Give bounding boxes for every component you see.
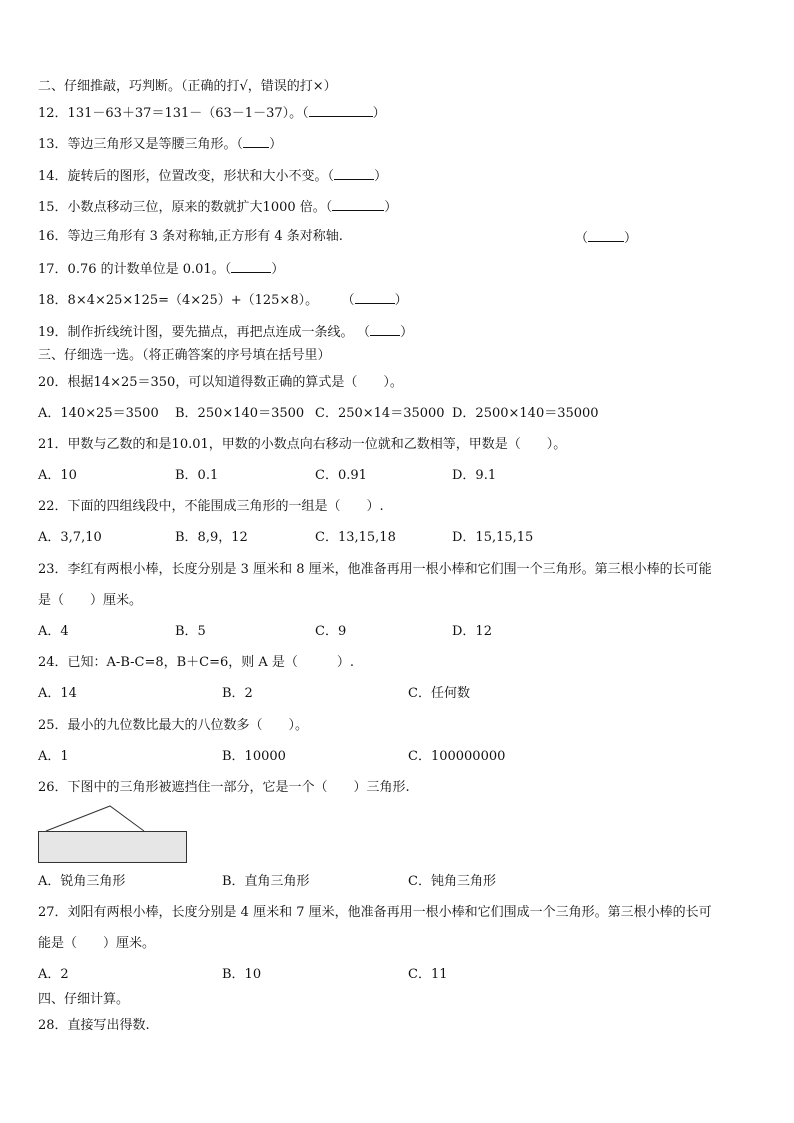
option-b[interactable]: B．10 <box>222 967 262 982</box>
question-13 <box>38 136 282 151</box>
question-19 <box>38 324 413 339</box>
options-22 <box>38 531 758 547</box>
question-text: 17．0.76 的计数单位是 0.01。 <box>38 262 225 277</box>
option-c[interactable]: C．0.91 <box>315 468 367 483</box>
section-heading-2: 二、仔细推敲，巧判断。（正确的打√，错误的打×） <box>38 79 337 94</box>
option-b[interactable]: B．10000 <box>222 749 286 764</box>
option-c[interactable]: C．任何数 <box>408 686 470 701</box>
option-c[interactable]: C．钝角三角形 <box>408 874 496 889</box>
option-c[interactable]: C．100000000 <box>408 749 506 764</box>
option-c[interactable]: C．11 <box>408 967 448 982</box>
answer-blank[interactable]: （ ） <box>327 169 388 184</box>
question-16 <box>38 230 343 243</box>
options-21 <box>38 469 758 485</box>
option-b[interactable]: B．0.1 <box>175 468 219 483</box>
answer-blank[interactable]: （ ） <box>575 231 638 246</box>
option-b[interactable]: B．直角三角形 <box>222 874 310 889</box>
options-20 <box>38 407 758 423</box>
question-22: 22．下面的四组线段中，不能围成三角形的一组是（ ）. <box>38 499 384 514</box>
option-a[interactable]: A．10 <box>38 468 77 483</box>
options-26 <box>38 875 758 891</box>
triangle-top <box>46 806 144 831</box>
options-25 <box>38 750 758 766</box>
option-c[interactable]: C．9 <box>315 624 347 639</box>
answer-blank[interactable]: （ ） <box>325 200 398 215</box>
option-d[interactable]: D．9.1 <box>452 468 497 483</box>
question-12 <box>38 105 386 120</box>
options-27 <box>38 968 758 984</box>
section-heading-3: 三、仔细选一选。（将正确答案的序号填在括号里） <box>38 348 331 363</box>
question-text: 13．等边三角形又是等腰三角形。 <box>38 137 237 152</box>
question-26: 26．下图中的三角形被遮挡住一部分，它是一个（ ）三角形. <box>38 780 410 795</box>
option-d[interactable]: D．12 <box>452 624 492 639</box>
question-15 <box>38 199 397 214</box>
option-b[interactable]: B．2 <box>222 686 253 701</box>
option-d[interactable]: D．15,15,15 <box>452 530 534 545</box>
option-a[interactable]: A．2 <box>38 967 69 982</box>
option-b[interactable]: B．250×140＝3500 <box>175 406 305 421</box>
answer-blank[interactable]: （ ） <box>236 137 283 152</box>
question-24: 24．已知：A-B-C=8，B＋C=6，则 A 是（ ）. <box>38 655 355 670</box>
option-d[interactable]: D．2500×140＝35000 <box>452 406 599 421</box>
options-24 <box>38 687 758 703</box>
option-a[interactable]: A．4 <box>38 624 69 639</box>
option-a[interactable]: A．14 <box>38 686 77 701</box>
hidden-triangle-figure <box>38 803 188 865</box>
option-a[interactable]: A．1 <box>38 749 69 764</box>
answer-blank[interactable]: （ ） <box>302 106 386 121</box>
answer-blank[interactable]: （ ） <box>363 325 414 340</box>
section-heading-4: 四、仔细计算。 <box>38 992 130 1007</box>
question-27: 27．刘阳有两根小棒，长度分别是 4 厘米和 7 厘米，他准备再用一根小棒和它们围成一个三角形。第三根小棒的长可 <box>38 905 712 920</box>
question-18 <box>38 292 408 307</box>
option-c[interactable]: C．250×14＝35000 <box>315 406 445 421</box>
question-27-continued: 能是（ ）厘米。 <box>38 936 156 951</box>
answer-blank[interactable]: （ ） <box>348 293 408 308</box>
question-text: 16．等边三角形有 3 条对称轴,正方形有 4 条对称轴. <box>38 229 343 244</box>
question-23: 23．李红有两根小棒，长度分别是 3 厘米和 8 厘米，他准备再用一根小棒和它们围一个三角形。第三根小棒的长可能 <box>38 562 712 577</box>
options-23 <box>38 625 758 641</box>
option-a[interactable]: A．锐角三角形 <box>38 874 126 889</box>
question-text: 12．131－63＋37＝131－（63－1－37）。 <box>38 106 303 121</box>
question-25: 25．最小的九位数比最大的八位数多（ ）。 <box>38 718 309 733</box>
option-c[interactable]: C．13,15,18 <box>315 530 396 545</box>
question-text: 14．旋转后的图形，位置改变，形状和大小不变。 <box>38 169 328 184</box>
question-23-continued: 是（ ）厘米。 <box>38 593 143 608</box>
answer-blank[interactable]: （ ） <box>224 262 285 277</box>
option-a[interactable]: A．3,7,10 <box>38 530 102 545</box>
option-a[interactable]: A．140×25＝3500 <box>38 406 159 421</box>
cover-rectangle <box>39 832 187 863</box>
question-20: 20．根据14×25＝350，可以知道得数正确的算式是（ ）。 <box>38 375 403 390</box>
question-text: 18．8×4×25×125=（4×25）+（125×8）。 <box>38 293 319 308</box>
question-text: 15．小数点移动三位，原来的数就扩大1000 倍。 <box>38 200 326 215</box>
question-21: 21．甲数与乙数的和是10.01，甲数的小数点向右移动一位就和乙数相等，甲数是（ ）。 <box>38 437 567 452</box>
question-28: 28．直接写出得数. <box>38 1018 150 1033</box>
question-text: 19．制作折线统计图，要先描点，再把点连成一条线。 <box>38 325 354 340</box>
option-b[interactable]: B．5 <box>175 624 206 639</box>
question-17 <box>38 261 284 276</box>
question-14 <box>38 168 387 183</box>
option-b[interactable]: B．8,9，12 <box>175 530 248 545</box>
